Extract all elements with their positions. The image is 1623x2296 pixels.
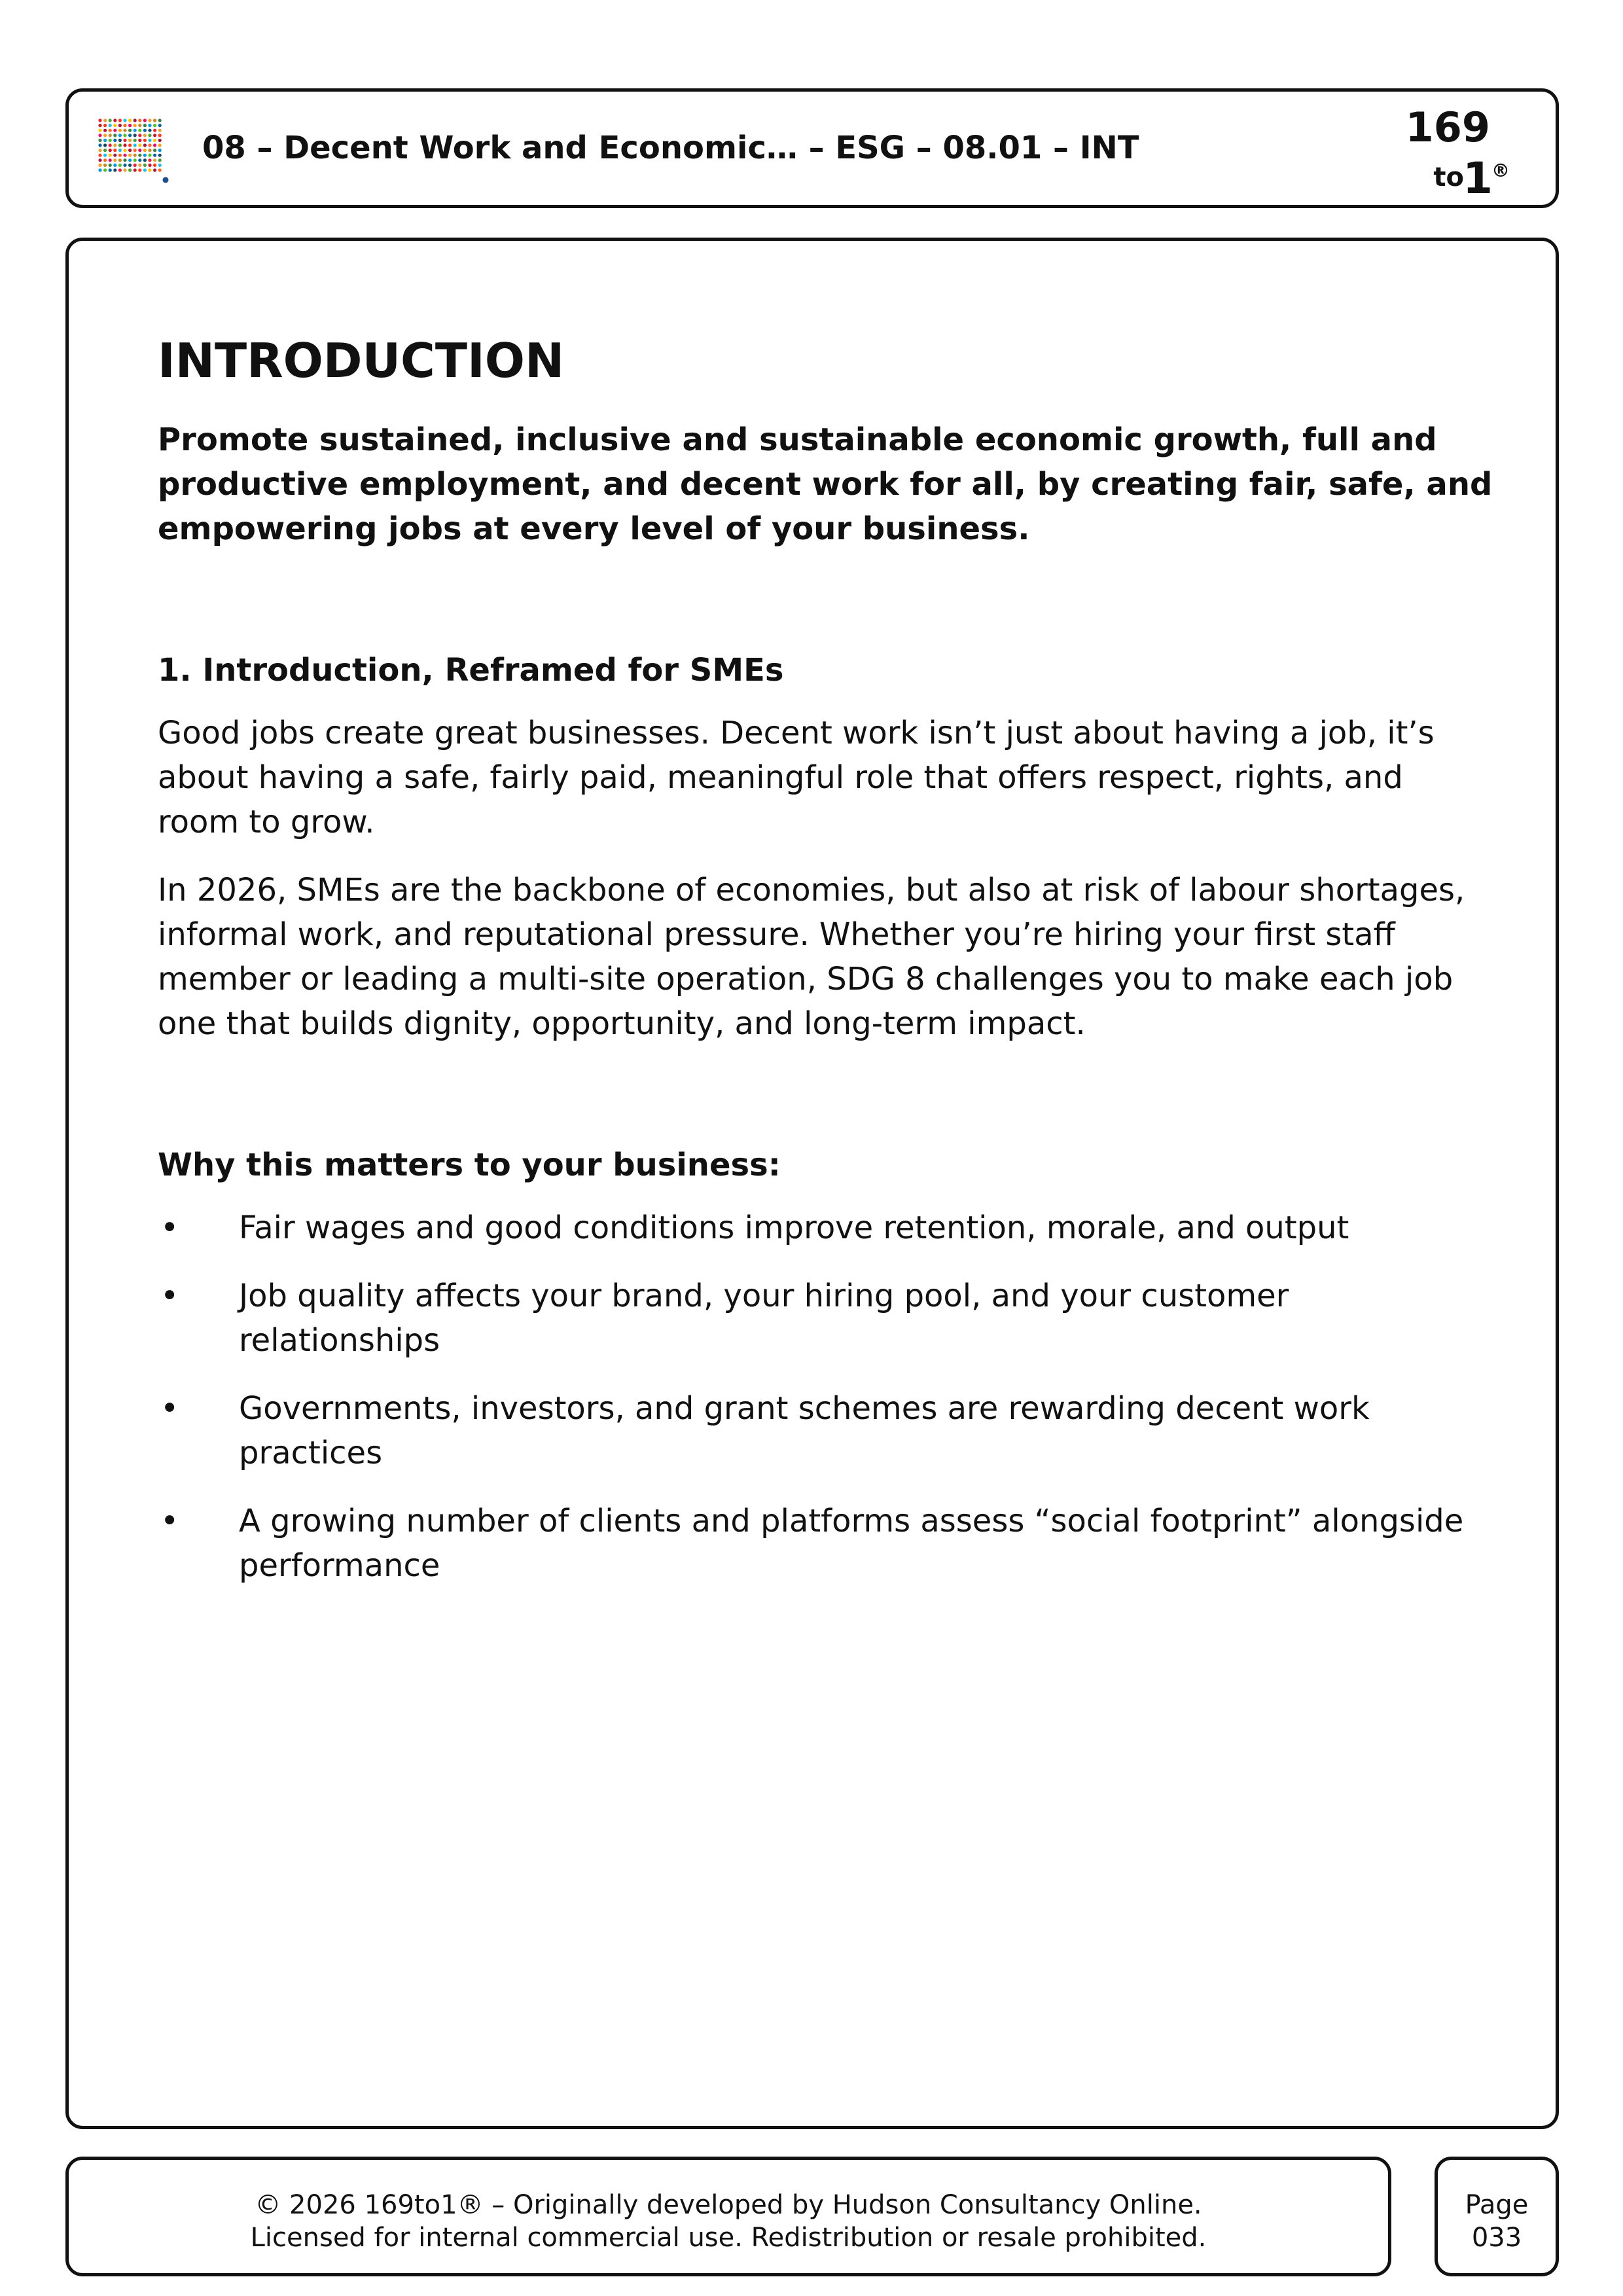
logo-dot	[128, 124, 132, 127]
logo-dot	[138, 143, 141, 147]
copyright-notice	[69, 2189, 1388, 2254]
logo-dot	[138, 139, 141, 142]
logo-dot	[158, 129, 162, 132]
logo-dot	[109, 134, 112, 137]
sdg-logo-icon	[98, 118, 169, 183]
logo-dot	[138, 154, 141, 157]
logo-dot	[134, 124, 137, 127]
logo-dot	[143, 149, 147, 152]
logo-dot	[128, 129, 132, 132]
logo-dot	[98, 139, 101, 142]
logo-dot	[123, 134, 126, 137]
logo-dot	[118, 154, 122, 157]
logo-dot	[153, 118, 156, 122]
logo-dot	[134, 143, 137, 147]
logo-dot	[148, 118, 151, 122]
logo-dot	[143, 129, 147, 132]
list-item	[158, 1274, 1493, 1363]
logo-dot	[123, 154, 126, 157]
logo-dot	[158, 154, 162, 157]
logo-dot	[113, 139, 116, 142]
logo-dot	[158, 158, 162, 162]
logo-dot	[109, 139, 112, 142]
brand-mark	[1396, 99, 1527, 204]
logo-dot	[153, 129, 156, 132]
logo-dot	[113, 168, 116, 171]
copyright-line: © 2026 169to1® – Originally developed by Hudson Consultancy Online.	[255, 2190, 1202, 2220]
logo-dot	[98, 154, 101, 157]
logo-dot	[134, 164, 137, 167]
logo-dot	[113, 134, 116, 137]
logo-dot	[134, 168, 137, 171]
logo-dot	[148, 134, 151, 137]
logo-dot	[148, 168, 151, 171]
logo-dot	[138, 129, 141, 132]
logo-dot	[103, 118, 107, 122]
list-item	[158, 1206, 1493, 1250]
logo-dot	[118, 134, 122, 137]
logo-dot	[143, 139, 147, 142]
logo-dot	[113, 118, 116, 122]
bullet-list	[158, 1206, 1493, 1588]
logo-dot	[128, 134, 132, 137]
logo-dot	[113, 149, 116, 152]
logo-dot	[143, 134, 147, 137]
logo-dot	[158, 168, 162, 171]
list-item-text: Fair wages and good conditions improve retention, morale, and output	[239, 1210, 1349, 1247]
list-item-text: Job quality affects your brand, your hiring pool, and your customer relationships	[239, 1278, 1289, 1359]
content-body	[158, 332, 1493, 1611]
logo-dot	[123, 143, 126, 147]
logo-dot	[118, 149, 122, 152]
page-heading: INTRODUCTION	[158, 333, 565, 388]
logo-dot	[109, 129, 112, 132]
logo-dot	[103, 168, 107, 171]
logo-dot	[98, 164, 101, 167]
logo-dot	[98, 118, 101, 122]
logo-dot	[158, 139, 162, 142]
logo-dot	[153, 168, 156, 171]
logo-dot	[128, 154, 132, 157]
logo-dot	[158, 143, 162, 147]
logo-dot	[148, 129, 151, 132]
logo-dot	[134, 158, 137, 162]
logo-dot	[123, 149, 126, 152]
logo-dot	[138, 134, 141, 137]
bullet-icon: •	[160, 1210, 179, 1247]
logo-dot	[134, 149, 137, 152]
logo-dot	[103, 149, 107, 152]
logo-dot	[153, 143, 156, 147]
bullet-icon: •	[160, 1278, 179, 1315]
logo-dot	[118, 124, 122, 127]
list-item-text: Governments, investors, and grant schemes are rewarding decent work practices	[239, 1390, 1370, 1472]
logo-dot	[103, 124, 107, 127]
logo-dot	[138, 158, 141, 162]
logo-dot	[138, 164, 141, 167]
logo-dot	[98, 134, 101, 137]
logo-dot	[118, 158, 122, 162]
logo-dot	[153, 158, 156, 162]
logo-dot	[109, 168, 112, 171]
brand-to: to	[1433, 162, 1464, 192]
logo-dot	[128, 164, 132, 167]
logo-dot	[158, 149, 162, 152]
logo-dot	[128, 149, 132, 152]
logo-dot	[153, 154, 156, 157]
logo-dot	[153, 134, 156, 137]
logo-dot	[123, 129, 126, 132]
logo-dot	[158, 134, 162, 137]
logo-dot	[148, 139, 151, 142]
logo-dot	[153, 124, 156, 127]
logo-dot	[128, 168, 132, 171]
logo-dot	[109, 143, 112, 147]
logo-dot	[123, 118, 126, 122]
logo-dot	[138, 168, 141, 171]
section-heading: 1. Introduction, Reframed for SMEs	[158, 652, 784, 689]
logo-dot	[138, 124, 141, 127]
logo-dot	[118, 143, 122, 147]
page-number: 033	[1471, 2223, 1522, 2253]
logo-dot	[118, 129, 122, 132]
logo-dot	[148, 164, 151, 167]
logo-dot	[123, 168, 126, 171]
paragraph: In 2026, SMEs are the backbone of economies, but also at risk of labour shortages, informal work, and reputational pressure. Whether you’re hiring your first staff member or leading a multi-site operation, SDG 8 challenges you to make each job one that builds dignity, opportunity, and long-term impact.	[158, 872, 1465, 1043]
logo-dot	[118, 164, 122, 167]
logo-dot	[148, 154, 151, 157]
logo-dot	[148, 158, 151, 162]
logo-dot	[123, 164, 126, 167]
logo-dot	[138, 118, 141, 122]
logo-dot	[109, 124, 112, 127]
logo-dot	[113, 129, 116, 132]
logo-dot	[123, 139, 126, 142]
logo-dot	[103, 134, 107, 137]
logo-dot	[123, 124, 126, 127]
logo-dot	[143, 164, 147, 167]
logo-dot	[158, 164, 162, 167]
logo-dot	[113, 124, 116, 127]
logo-dot	[128, 158, 132, 162]
logo-dot	[103, 164, 107, 167]
logo-dot	[153, 164, 156, 167]
logo-dot	[109, 149, 112, 152]
logo-dot	[98, 168, 101, 171]
bullet-icon: •	[160, 1503, 179, 1540]
main-content-panel	[65, 238, 1559, 2129]
section-heading: Why this matters to your business:	[158, 1147, 781, 1184]
logo-dot	[98, 149, 101, 152]
logo-dot	[109, 154, 112, 157]
brand-one: 1	[1463, 153, 1493, 204]
logo-dot	[109, 158, 112, 162]
logo-dot	[98, 143, 101, 147]
logo-dot	[128, 143, 132, 147]
page-header	[65, 88, 1559, 208]
page-label: Page	[1465, 2190, 1529, 2220]
logo-dot	[148, 149, 151, 152]
logo-dot	[98, 124, 101, 127]
logo-dot	[113, 158, 116, 162]
logo-dot	[113, 164, 116, 167]
logo-dot	[103, 139, 107, 142]
logo-dot	[109, 118, 112, 122]
logo-dot	[143, 158, 147, 162]
logo-dot	[134, 129, 137, 132]
logo-dot	[103, 154, 107, 157]
logo-dot	[134, 139, 137, 142]
logo-dot	[148, 124, 151, 127]
document-title: 08 – Decent Work and Economic… – ESG – 08.01 – INT	[202, 130, 1139, 166]
logo-dot	[113, 143, 116, 147]
logo-dot	[103, 129, 107, 132]
logo-dot	[134, 118, 137, 122]
logo-dot	[98, 129, 101, 132]
logo-dot	[143, 168, 147, 171]
logo-dot	[128, 139, 132, 142]
paragraph: Good jobs create great businesses. Decent work isn’t just about having a job, it’s about having a safe, fairly paid, meaningful role that offers respect, rights, and room to grow.	[158, 715, 1435, 841]
logo-dot	[153, 149, 156, 152]
logo-dot	[143, 118, 147, 122]
license-line: Licensed for internal commercial use. Redistribution or resale prohibited.	[250, 2223, 1207, 2253]
logo-dot	[143, 143, 147, 147]
logo-dot	[103, 158, 107, 162]
brand-number: 169	[1405, 103, 1490, 151]
logo-dot	[123, 158, 126, 162]
brand-registered: ®	[1491, 160, 1510, 181]
logo-dot	[138, 149, 141, 152]
logo-dot	[113, 154, 116, 157]
logo-dot	[148, 143, 151, 147]
bullet-icon: •	[160, 1390, 179, 1427]
list-item-text: A growing number of clients and platforms assess “social footprint” alongside performance	[239, 1503, 1464, 1585]
logo-dot	[118, 139, 122, 142]
page-indicator	[1438, 2189, 1556, 2254]
logo-dot	[143, 124, 147, 127]
logo-dot	[118, 168, 122, 171]
logo-accent-dot	[163, 177, 169, 183]
list-item	[158, 1499, 1493, 1588]
logo-dot	[134, 134, 137, 137]
logo-dot	[153, 139, 156, 142]
lead-statement: Promote sustained, inclusive and sustainable economic growth, full and productive employment, and decent work for all, by creating fair, safe, and empowering jobs at every level of your business.	[158, 422, 1493, 548]
logo-dot	[158, 124, 162, 127]
logo-dot	[103, 143, 107, 147]
logo-dot	[158, 118, 162, 122]
logo-dot	[134, 154, 137, 157]
page-footer	[65, 2157, 1391, 2276]
logo-dot	[109, 164, 112, 167]
logo-dot	[128, 118, 132, 122]
logo-dot	[98, 158, 101, 162]
list-item	[158, 1386, 1493, 1475]
logo-dot	[118, 118, 122, 122]
logo-dot	[143, 154, 147, 157]
page-number-box	[1435, 2157, 1559, 2276]
